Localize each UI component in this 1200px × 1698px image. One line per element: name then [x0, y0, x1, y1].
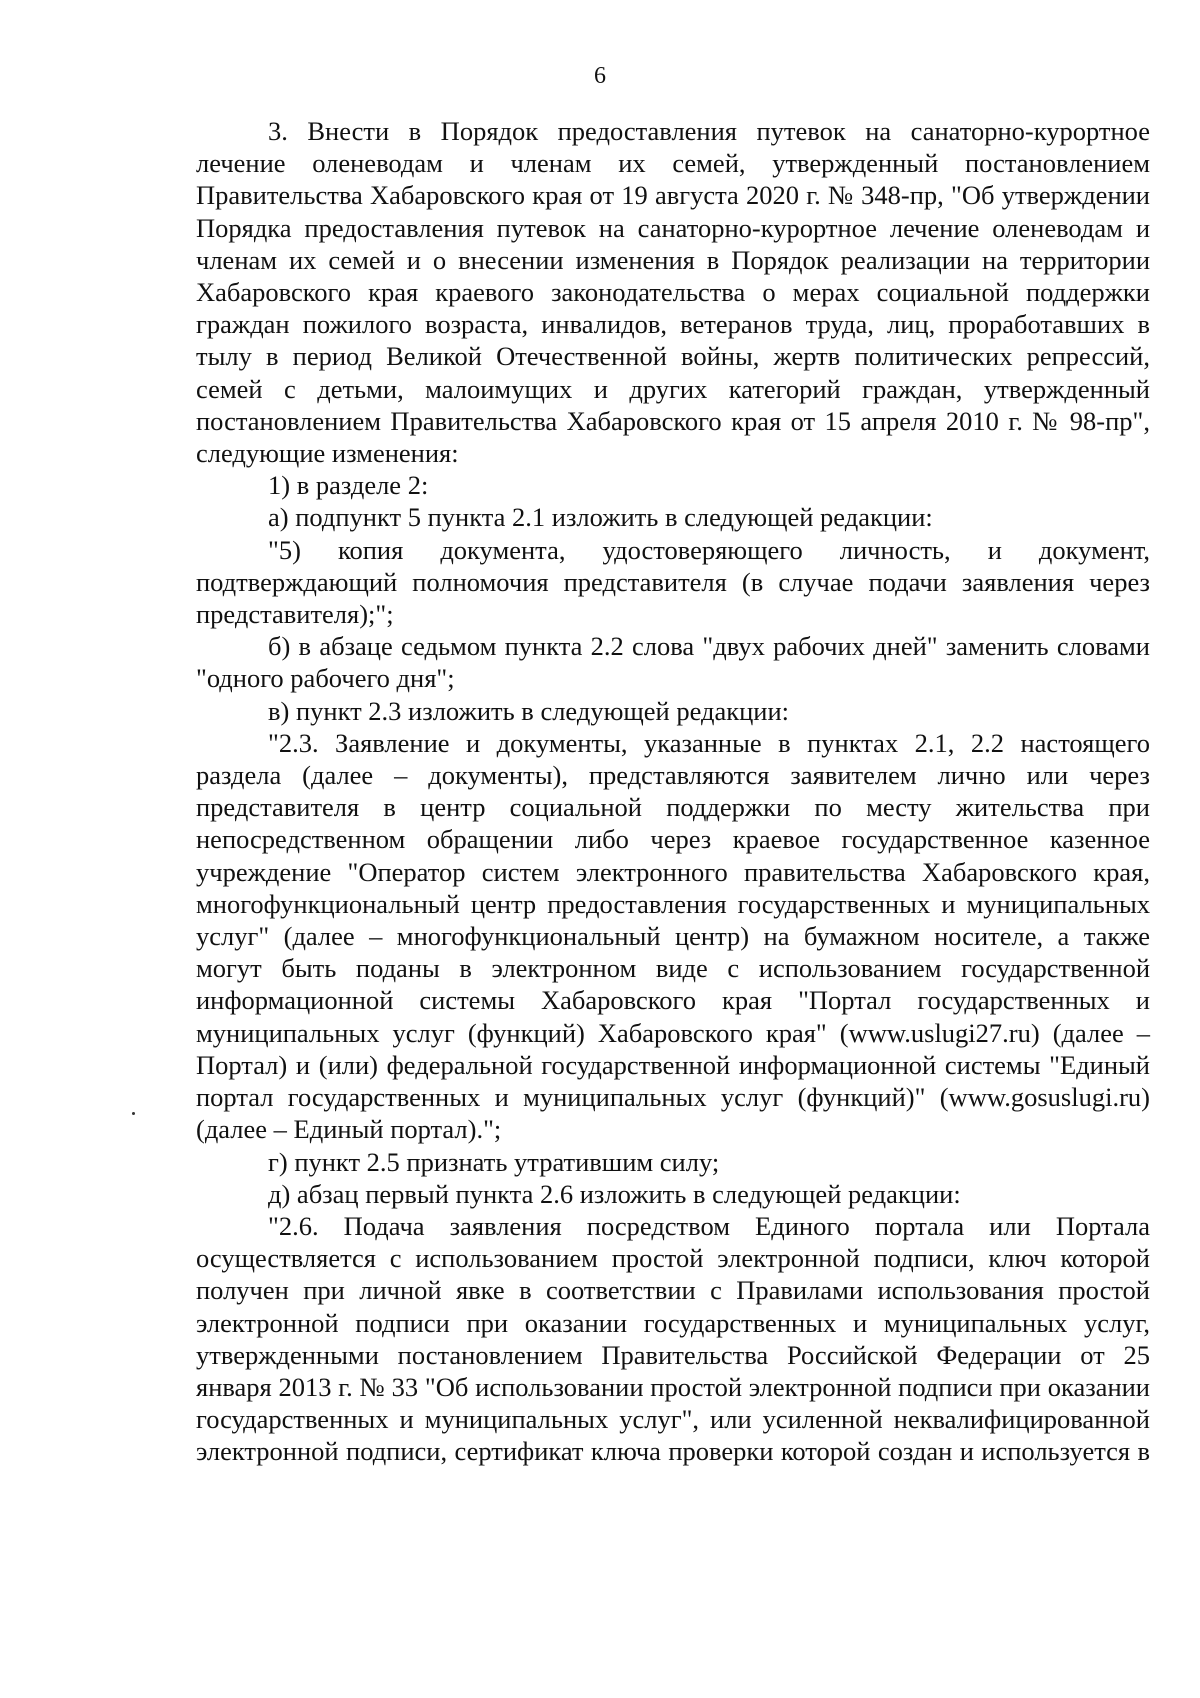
scan-speck — [132, 1112, 135, 1115]
paragraph-section-2: 1) в разделе 2: — [268, 470, 429, 501]
paragraph-item-3: 3. Внести в Порядок предоставления путевок на санаторно-курортное лечение оленеводам и членам их семей, утвержденный постановлением Правительства Хабаровского края от 19 августа 2020 г. № 348-пр, "Об утверждении Порядка предоставления путевок на санаторно-курортное лечение оленеводам и членам их семей и о внесении изменения в Порядок реализации на территории Хабаровского края краевого законодательства о мерах социальной поддержки граждан пожилого возраста, инвалидов, ветеранов труда, лиц, проработавших в тылу в период Великой Отечественной войны, жертв политических репрессий, семей с детьми, малоимущих и других категорий граждан, утвержденный постановлением Правительства Хабаровского края от 15 апреля 2010 г. № 98-пр", следующие изменения: — [196, 116, 1150, 469]
paragraph-quote-2-3: "2.3. Заявление и документы, указанные в пунктах 2.1, 2.2 настоящего раздела (далее – документы), представляются заявителем лично или через представителя в центр социальной поддержки по месту жительства при непосредственном обращении либо через краевое государственное казенное учреждение "Оператор систем электронного правительства Хабаровского края, многофункциональный центр предоставления государственных и муниципальных услуг" (далее – многофункциональный центр) на бумажном носителе, а также могут быть поданы в электронном виде с использованием государственной информационной системы Хабаровского края "Портал государственных и муниципальных услуг (функций) Хабаровского края" (www.uslugi27.ru) (далее – Портал) и (или) федеральной государственной информационной системы "Единый портал государственных и муниципальных услуг (функций)" (www.gosuslugi.ru) (далее – Единый портал)."; — [196, 727, 1150, 1145]
paragraph-quote-5: "5) копия документа, удостоверяющего личность, и документ, подтверждающий полномочия представителя (в случае подачи заявления через представителя);"; — [196, 534, 1150, 630]
paragraph-quote-2-6: "2.6. Подача заявления посредством Единого портала или Портала осуществляется с использованием простой электронной подписи, ключ которой получен при личной явке в соответствии с Правилами использования простой электронной подписи при оказании государственных и муниципальных услуг, утвержденными постановлением Правительства Российской Федерации от 25 января 2013 г. № 33 "Об использовании простой электронной подписи при оказании государственных и муниципальных услуг", или усиленной неквалифицированной электронной подписи, сертификат ключа проверки которой создан и используется в — [196, 1210, 1150, 1467]
paragraph-subitem-d: д) абзац первый пункта 2.6 изложить в следующей редакции: — [268, 1178, 961, 1209]
page-number: 6 — [594, 63, 606, 89]
paragraph-subitem-a: а) подпункт 5 пункта 2.1 изложить в следующей редакции: — [268, 502, 933, 533]
paragraph-subitem-v: в) пункт 2.3 изложить в следующей редакции: — [268, 695, 790, 726]
document-body — [196, 115, 1150, 1468]
paragraph-subitem-b: б) в абзаце седьмом пункта 2.2 слова "двух рабочих дней" заменить словами "одного рабочего дня"; — [196, 631, 1150, 694]
paragraph-subitem-g: г) пункт 2.5 признать утратившим силу; — [268, 1146, 720, 1177]
